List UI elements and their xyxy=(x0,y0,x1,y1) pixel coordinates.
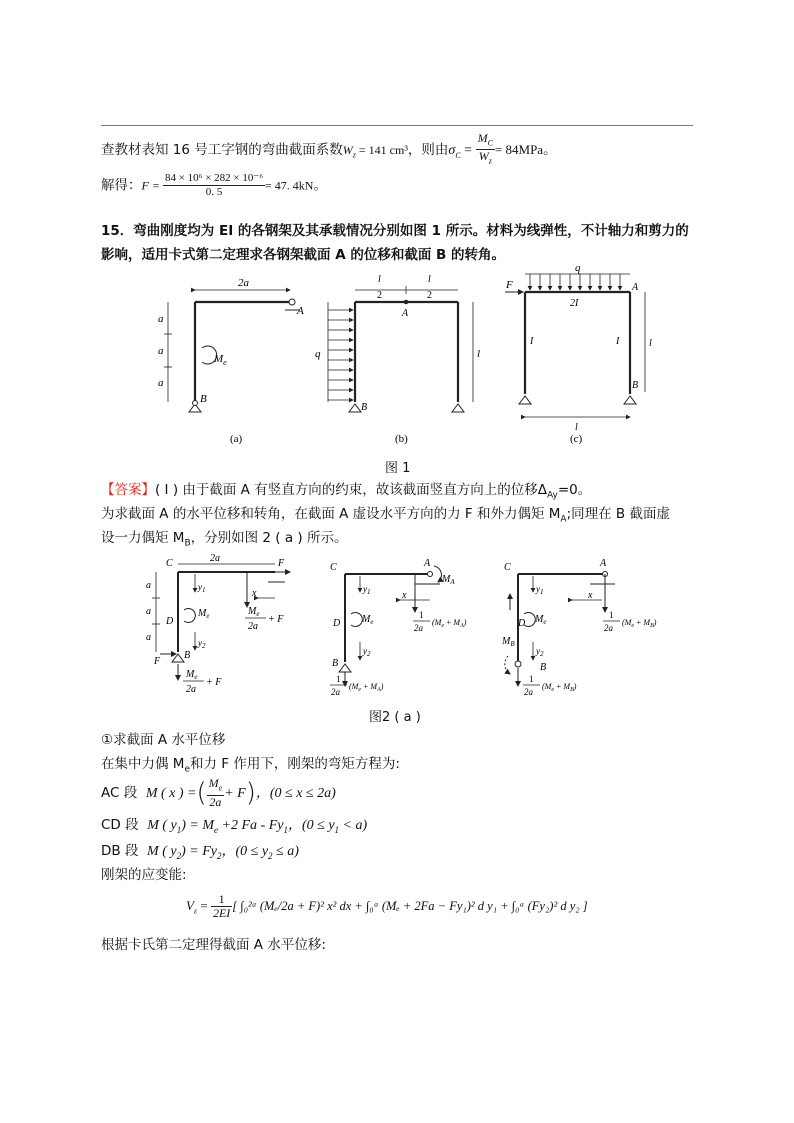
db-equation xyxy=(101,842,299,865)
p1-a2: a xyxy=(146,606,151,617)
fig1b-two1: 2 xyxy=(377,290,382,301)
cd-sub3: 1 xyxy=(283,824,288,835)
answer-text2-end: ;同理在 B 截面虚 xyxy=(566,506,670,522)
p1-b-num xyxy=(185,669,197,681)
p2-y2-main: y xyxy=(363,646,367,656)
cd-lhs: M ( y xyxy=(147,818,177,833)
fig1b-q: q xyxy=(315,348,321,360)
fig1c-lbot: l xyxy=(575,422,578,433)
prev-line2-end: 。 xyxy=(313,177,327,194)
cd-mid: ) = M xyxy=(181,818,215,833)
p3-y1-sub: 1 xyxy=(540,588,544,596)
F-frac-num: 84 × 10⁶ × 282 × 10⁻⁶ xyxy=(164,172,264,184)
distributed-load-c xyxy=(525,274,630,290)
p1-Ftop: F xyxy=(278,558,285,569)
p1-x: x xyxy=(252,588,257,599)
p1-D: D xyxy=(166,616,174,627)
p3-r-den: 2a xyxy=(604,623,613,633)
p3-y1 xyxy=(535,584,544,596)
solve-label: 解得： xyxy=(101,177,142,194)
fig1c-label: (c) xyxy=(570,433,583,445)
p3-A: A xyxy=(600,558,607,569)
p3-b-num: 1 xyxy=(529,674,534,684)
fig1c-2I: 2I xyxy=(570,298,579,309)
cd-rest: +2 Fa - Fy xyxy=(218,818,284,833)
wz-sub: z xyxy=(352,150,356,160)
problem-line-1: 15．弯曲刚度均为 EI 的各钢架及其承载情况分别如图 1 所示。材料为线弹性，不计轴力和剪力的 xyxy=(101,223,689,239)
prev-line-1 xyxy=(101,132,557,168)
fig1b-l1: l xyxy=(378,274,381,285)
p3-y2-sub: 2 xyxy=(540,650,544,658)
prev-line1-end: 。 xyxy=(543,141,557,158)
ac-fraction xyxy=(207,777,225,808)
db-sub2: 2 xyxy=(216,850,222,861)
p2-y1 xyxy=(362,584,371,596)
p3-C: C xyxy=(504,562,511,573)
fig1a-a1: a xyxy=(158,313,164,325)
F-fraction xyxy=(163,172,265,199)
fig2-panel2-frame xyxy=(339,566,442,686)
energy-frac-den: 2EI xyxy=(212,905,231,920)
p2-C: C xyxy=(330,562,337,573)
p1-C: C xyxy=(166,558,173,569)
p2-r-subA: A xyxy=(460,623,464,629)
frame-a xyxy=(164,290,300,412)
fig1c-I2: I xyxy=(616,336,620,347)
p1-y2-sub: 2 xyxy=(202,642,206,650)
ac-range: ，(0 ≤ x ≤ 2a) xyxy=(255,786,336,801)
p3-b-t1: (M xyxy=(542,682,552,691)
ac-num: M xyxy=(208,776,219,791)
prev-line-2 xyxy=(101,172,327,199)
answer-text1-end: =0。 xyxy=(557,482,592,498)
p1-y1-sub: 1 xyxy=(202,586,206,594)
p1-b-num-sub: e xyxy=(194,673,198,681)
energy-equation xyxy=(186,888,588,930)
fig1a-B: B xyxy=(200,393,207,405)
fig1a-label: (a) xyxy=(230,433,243,445)
p2-B: B xyxy=(332,658,339,669)
p2-y1-main: y xyxy=(363,584,367,594)
db-sub1: 2 xyxy=(176,850,182,861)
problem-line-2: 影响，适用卡式第二定理求各钢架截面 A 的位移和截面 B 的转角。 xyxy=(101,247,506,263)
final-line: 根据卡氏第二定理得截面 A 水平位移: xyxy=(101,937,326,953)
answer-line-1 xyxy=(101,481,591,505)
ac-num-sub: e xyxy=(218,783,223,793)
F-result: = 47. 4kN xyxy=(265,178,314,193)
energy-V-sub: ε xyxy=(193,906,198,916)
p3-r-t1: (M xyxy=(622,618,632,627)
prev-line1-mid: ，则由 xyxy=(407,141,449,158)
ac-den: 2a xyxy=(209,794,222,809)
answer-text1-sub: Ay xyxy=(546,490,558,501)
fig1c-F: F xyxy=(506,279,513,291)
fig1c-A: A xyxy=(632,282,639,293)
p1-y1 xyxy=(197,582,206,594)
energy-V: V xyxy=(186,898,194,913)
db-lhs: M ( y xyxy=(147,844,177,859)
fig1b-l: l xyxy=(477,348,481,360)
p2-b-sube: e xyxy=(358,687,361,693)
p1-b-num-main: M xyxy=(186,669,195,680)
p3-r-t3: ) xyxy=(653,618,657,627)
p2-r-t3: ) xyxy=(463,618,467,627)
fig1b-l2: l xyxy=(428,274,431,285)
ac-label: AC 段 xyxy=(101,785,138,801)
p1-r-num-main: M xyxy=(248,606,257,617)
cd-equation xyxy=(101,816,367,839)
answer-line-2 xyxy=(101,505,670,529)
fig1c-lside: l xyxy=(649,338,652,349)
p1-b-den: 2a xyxy=(186,684,196,695)
frame-c xyxy=(505,292,645,417)
p3-b-term xyxy=(542,682,577,693)
p2-b-den: 2a xyxy=(331,687,340,697)
p3-Me-main: M xyxy=(535,614,544,625)
answer-text3-sub: B xyxy=(184,538,191,549)
fig1a-Me-main: M xyxy=(214,353,224,365)
p2-r-t1: (M xyxy=(432,618,442,627)
answer-text1: ( I ) 由于截面 A 有竖直方向的约束，故该截面竖直方向上的位移Δ xyxy=(155,482,547,498)
p1-r-num-sub: e xyxy=(256,610,260,618)
mc-wz-fraction xyxy=(476,132,495,168)
ac-lhs: M ( x ) = xyxy=(145,786,197,801)
p3-r-num: 1 xyxy=(609,610,614,620)
fig1a-A: A xyxy=(297,305,304,317)
p1-a1: a xyxy=(146,580,151,591)
p2-Me xyxy=(361,614,373,626)
p3-MB-sub: B xyxy=(510,640,515,648)
answer-text2-sub: A xyxy=(560,514,567,525)
ac-equation: AC 段 M ( x ) =( $\frac{M_e}{2a}$ + F)，(0 ≤ x ≤ 2a) xyxy=(101,776,336,809)
p1-y1-main: y xyxy=(198,582,202,592)
step2-end: 和力 F 作用下，刚架的弯矩方程为: xyxy=(190,756,400,772)
p1-top: 2a xyxy=(210,553,220,564)
p2-y2-sub: 2 xyxy=(367,650,371,658)
p3-Me-sub: e xyxy=(543,618,547,626)
p3-MB xyxy=(501,636,515,648)
p2-b-subA: A xyxy=(377,687,381,693)
p1-Me-sub: e xyxy=(206,612,210,620)
step-1: ①求截面 A 水平位移 xyxy=(101,732,226,748)
fig1a-top: 2a xyxy=(238,277,249,289)
cd-sub2: e xyxy=(214,824,219,835)
fig1b-label: (b) xyxy=(395,433,408,445)
fig1b-A: A xyxy=(402,308,409,319)
p3-y2 xyxy=(535,646,544,658)
distributed-load-b xyxy=(328,310,353,400)
p3-MB-main: M xyxy=(502,636,511,647)
prev-line1-text: 查教材表知 16 号工字钢的弯曲截面系数 xyxy=(101,141,343,158)
p3-b-t2: + M xyxy=(554,682,571,691)
p1-y2 xyxy=(197,638,206,650)
p2-b-t2: + M xyxy=(361,682,378,691)
db-range: ，(0 ≤ y xyxy=(221,844,269,859)
p1-r-den: 2a xyxy=(248,621,258,632)
figure-2-caption: 图2 ( a ) xyxy=(369,710,421,725)
frac-den: W xyxy=(478,149,489,164)
fig1c-B: B xyxy=(632,380,639,391)
figure-1-caption: 图 1 xyxy=(385,461,411,476)
wz-value: = 141 cm³ xyxy=(355,142,408,157)
fig1c-q: q xyxy=(575,262,581,274)
p3-b-den: 2a xyxy=(524,687,533,697)
p2-b-num: 1 xyxy=(336,674,341,684)
fig1a-Me-sub: e xyxy=(223,358,227,367)
fig1a-a2: a xyxy=(158,345,164,357)
p2-D: D xyxy=(333,618,341,629)
answer-line-3 xyxy=(101,529,348,553)
p2-r-num: 1 xyxy=(419,610,424,620)
p3-Me xyxy=(534,614,546,626)
frame-b xyxy=(328,286,473,412)
p3-y1-main: y xyxy=(536,584,540,594)
p2-r-den: 2a xyxy=(414,623,423,633)
step2-text: 在集中力偶 M xyxy=(101,756,185,772)
p2-MA xyxy=(441,574,455,586)
F-frac-den: 0. 5 xyxy=(205,186,223,198)
energy-eq: = xyxy=(197,898,211,913)
energy-body: [ ∫₀²ᵃ (Mₑ/2a + F)² x² dx + ∫₀ᵃ (Mₑ + 2Fa − Fy₁)² d y₁ + ∫₀ᵃ (Fy₂)² d y₂ ] xyxy=(232,899,588,913)
p3-x: x xyxy=(588,590,593,601)
p1-Me-main: M xyxy=(198,608,207,619)
figure-1 xyxy=(150,262,670,454)
fig1c-I1: I xyxy=(530,336,534,347)
db-mid: ) = Fy xyxy=(181,844,217,859)
db-range-end: ≤ a) xyxy=(272,844,299,859)
p1-B: B xyxy=(184,650,191,661)
p2-Me-sub: e xyxy=(370,618,374,626)
p3-D: D xyxy=(518,618,526,629)
p2-b-term xyxy=(349,682,384,693)
db-label: DB 段 xyxy=(101,843,139,859)
answer-text2: 为求截面 A 的水平位移和转角，在截面 A 虚设水平方向的力 F 和外力偶矩 M xyxy=(101,506,561,522)
p2-Me-main: M xyxy=(362,614,371,625)
p2-MA-sub: A xyxy=(450,578,455,586)
db-range-sub: 2 xyxy=(268,850,273,861)
energy-label: 刚架的应变能: xyxy=(101,867,187,883)
frac-den-sub: z xyxy=(488,156,492,166)
p2-y1-sub: 1 xyxy=(367,588,371,596)
p3-r-t2: + M xyxy=(634,618,651,627)
cd-label: CD 段 xyxy=(101,817,139,833)
p3-r-sube: e xyxy=(631,623,634,629)
frac-num: M xyxy=(477,131,488,145)
energy-fraction xyxy=(211,893,232,920)
step2-sub: e xyxy=(184,764,190,775)
fig1b-B: B xyxy=(361,402,368,413)
ac-plus: + F xyxy=(224,786,246,801)
p3-b-subB: B xyxy=(570,687,574,693)
p3-b-t3: ) xyxy=(573,682,577,691)
p2-A: A xyxy=(424,558,431,569)
p3-r-subB: B xyxy=(650,623,654,629)
fig1b-two2: 2 xyxy=(427,290,432,301)
p2-x: x xyxy=(402,590,407,601)
equals: = xyxy=(460,142,476,158)
sigma-symbol: σ xyxy=(448,142,456,158)
wz-symbol: W xyxy=(342,142,353,157)
p2-r-sube: e xyxy=(441,623,444,629)
figure-2 xyxy=(140,552,670,704)
p3-b-sube: e xyxy=(551,687,554,693)
p1-a3: a xyxy=(146,632,151,643)
cd-range: ，(0 ≤ y xyxy=(287,818,335,833)
cd-range-end: < a) xyxy=(339,818,368,833)
p2-b-t1: (M xyxy=(349,682,359,691)
fig1a-Me xyxy=(213,353,227,367)
p1-Me xyxy=(197,608,209,620)
p2-r-t2: + M xyxy=(444,618,461,627)
frac-num-sub: C xyxy=(487,138,493,148)
stress-result: = 84MPa xyxy=(494,141,544,157)
answer-text3: 设一力偶矩 M xyxy=(101,530,185,546)
fig1a-a3: a xyxy=(158,377,164,389)
p1-r-plus: + F xyxy=(268,614,284,625)
p1-y2-main: y xyxy=(198,638,202,648)
answer-text3-end: ，分别如图 2 ( a ) 所示。 xyxy=(190,530,348,546)
p1-r-num xyxy=(247,606,259,618)
p1-Fbot: F xyxy=(154,656,161,667)
p3-B: B xyxy=(540,662,547,673)
p2-r-term xyxy=(432,618,467,629)
p2-y2 xyxy=(362,646,371,658)
F-eq: F = xyxy=(141,178,163,193)
p2-MA-main: M xyxy=(442,574,451,585)
p3-r-term xyxy=(622,618,657,629)
cd-range-sub: 1 xyxy=(334,824,340,835)
p1-b-plus: + F xyxy=(206,677,222,688)
header-rule xyxy=(101,125,693,126)
sigma-sub: C xyxy=(455,150,461,160)
p2-b-t3: ) xyxy=(380,682,384,691)
energy-frac-num: 1 xyxy=(211,893,232,907)
p3-y2-main: y xyxy=(536,646,540,656)
answer-tag: 【答案】 xyxy=(101,482,155,498)
cd-sub1: 1 xyxy=(176,824,182,835)
